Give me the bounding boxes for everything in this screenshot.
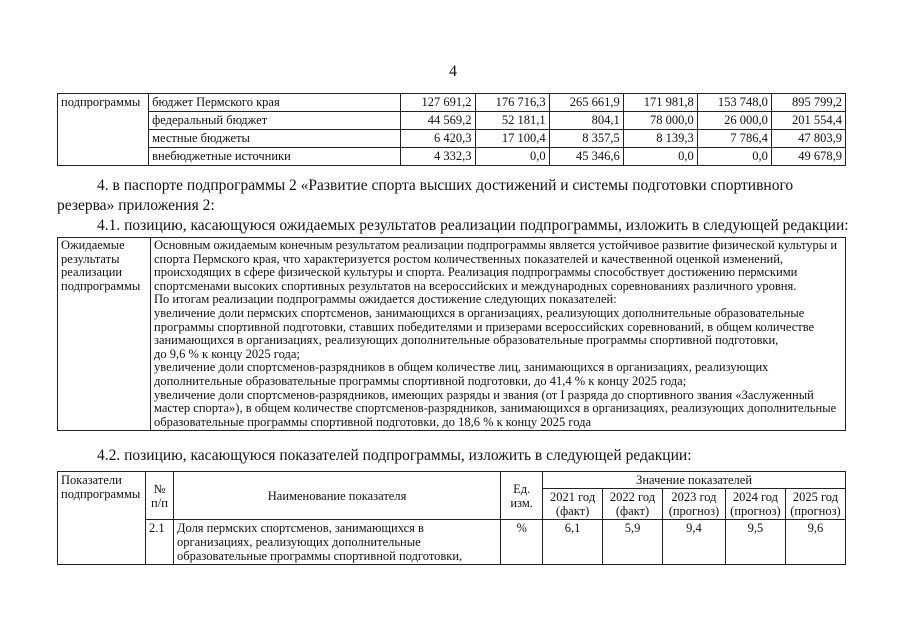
budget-row — [58, 94, 846, 112]
budget-value: 8 357,5 — [549, 130, 623, 148]
budget-row — [58, 148, 846, 166]
row-num: 2.1 — [145, 520, 173, 565]
results-text — [151, 238, 846, 431]
header-values: Значение показателей — [543, 472, 846, 489]
budget-value: 8 139,3 — [623, 130, 697, 148]
budget-value: 49 678,9 — [771, 148, 845, 166]
budget-value: 44 569,2 — [401, 112, 475, 130]
row-value: 9,6 — [785, 520, 845, 565]
budget-value: 127 691,2 — [401, 94, 475, 112]
budget-row — [58, 130, 846, 148]
budget-value: 52 181,1 — [475, 112, 549, 130]
budget-value: 0,0 — [475, 148, 549, 166]
budget-source: бюджет Пермского края — [149, 94, 401, 112]
header-year: 2021 год (факт) — [543, 489, 603, 520]
header-year: 2022 год (факт) — [603, 489, 663, 520]
budget-value: 4 332,3 — [401, 148, 475, 166]
header-name: Наименование показателя — [173, 472, 500, 520]
paragraph-4: 4. в паспорте подпрограммы 2 «Развитие спорта высших достижений и системы подготовки спортивного резерва» приложения 2: — [57, 177, 794, 214]
results-line: увеличение доли пермских спортсменов, занимающихся в организациях, реализующих дополнительные образовательные программы спортивной подготовки, ставших победителями и призерами всероссийских соревнований, в общем количестве занимающихся в организациях, реализующих дополнительные образовательные программы спортивной подготовки, — [154, 305, 815, 348]
results-line: Основным ожидаемым конечным результатом реализации подпрограммы является устойчивое развитие физической культуры и спорта Пермского края, что характеризуется ростом количественных показателей и качественной оценкой изменений, происходящих в сфере физической культуры и спорта. Реализация подпрограммы способствует достижению пермскими спортсменами высоких спортивных результатов на всероссийских и международных соревнованиях различного уровня. — [154, 238, 838, 293]
budget-source: федеральный бюджет — [149, 112, 401, 130]
results-line: до 9,6 % к концу 2025 года; — [154, 346, 300, 361]
budget-value: 171 981,8 — [623, 94, 697, 112]
row-unit: % — [501, 520, 543, 565]
budget-row — [58, 112, 846, 130]
results-line: увеличение доли спортсменов-разрядников в общем количестве лиц, занимающихся в организациях, реализующих дополнительные образовательные программы спортивной подготовки, до 41,4 % к концу 2025 года; — [154, 360, 769, 388]
budget-value: 26 000,0 — [697, 112, 771, 130]
row-name: Доля пермских спортсменов, занимающихся в организациях, реализующих дополнительные образовательные программы спортивной подготовки, — [173, 520, 500, 565]
budget-value: 45 346,6 — [549, 148, 623, 166]
budget-table — [57, 93, 846, 166]
budget-value: 153 748,0 — [697, 94, 771, 112]
header-year: 2023 год (прогноз) — [662, 489, 725, 520]
budget-source: местные бюджеты — [149, 130, 401, 148]
header-num: № п/п — [145, 472, 173, 520]
row-value: 9,5 — [725, 520, 785, 565]
budget-source: внебюджетные источники — [149, 148, 401, 166]
page-number: 4 — [449, 63, 457, 80]
budget-value: 7 786,4 — [697, 130, 771, 148]
header-indicators: Показатели подпрограммы — [58, 472, 146, 565]
budget-value: 47 803,9 — [771, 130, 845, 148]
budget-value: 6 420,3 — [401, 130, 475, 148]
budget-value: 0,0 — [623, 148, 697, 166]
budget-value: 265 661,9 — [549, 94, 623, 112]
expected-results-table — [57, 237, 846, 431]
paragraph-4-1: 4.1. позицию, касающуюся ожидаемых результатов реализации подпрограммы, изложить в следующей редакции: — [97, 217, 849, 234]
header-year: 2025 год (прогноз) — [785, 489, 845, 520]
budget-value: 895 799,2 — [771, 94, 845, 112]
budget-value: 804,1 — [549, 112, 623, 130]
header-unit: Ед. изм. — [501, 472, 543, 520]
budget-value: 176 716,3 — [475, 94, 549, 112]
row-value: 6,1 — [543, 520, 603, 565]
paragraph-4-2: 4.2. позицию, касающуюся показателей подпрограммы, изложить в следующей редакции: — [97, 447, 692, 464]
results-label: Ожидаемые результаты реализации подпрограммы — [58, 238, 151, 431]
budget-value: 0,0 — [697, 148, 771, 166]
row-value: 5,9 — [603, 520, 663, 565]
results-line: По итогам реализации подпрограммы ожидается достижение следующих показателей: — [154, 292, 617, 307]
header-year: 2024 год (прогноз) — [725, 489, 785, 520]
budget-value: 78 000,0 — [623, 112, 697, 130]
budget-section-label: подпрограммы — [58, 94, 149, 166]
row-value: 9,4 — [662, 520, 725, 565]
budget-value: 201 554,4 — [771, 112, 845, 130]
indicators-table — [57, 471, 846, 565]
results-line: увеличение доли спортсменов-разрядников, имеющих разряды и звания (от I разряда до спортивного звания «Заслуженный мастер спорта»), в общем количестве спортсменов-разрядников, занимающихся в организациях, реализующих дополнительные образовательные программы спортивной подготовки, до 18,6 % к концу 2025 года — [154, 387, 837, 429]
budget-value: 17 100,4 — [475, 130, 549, 148]
